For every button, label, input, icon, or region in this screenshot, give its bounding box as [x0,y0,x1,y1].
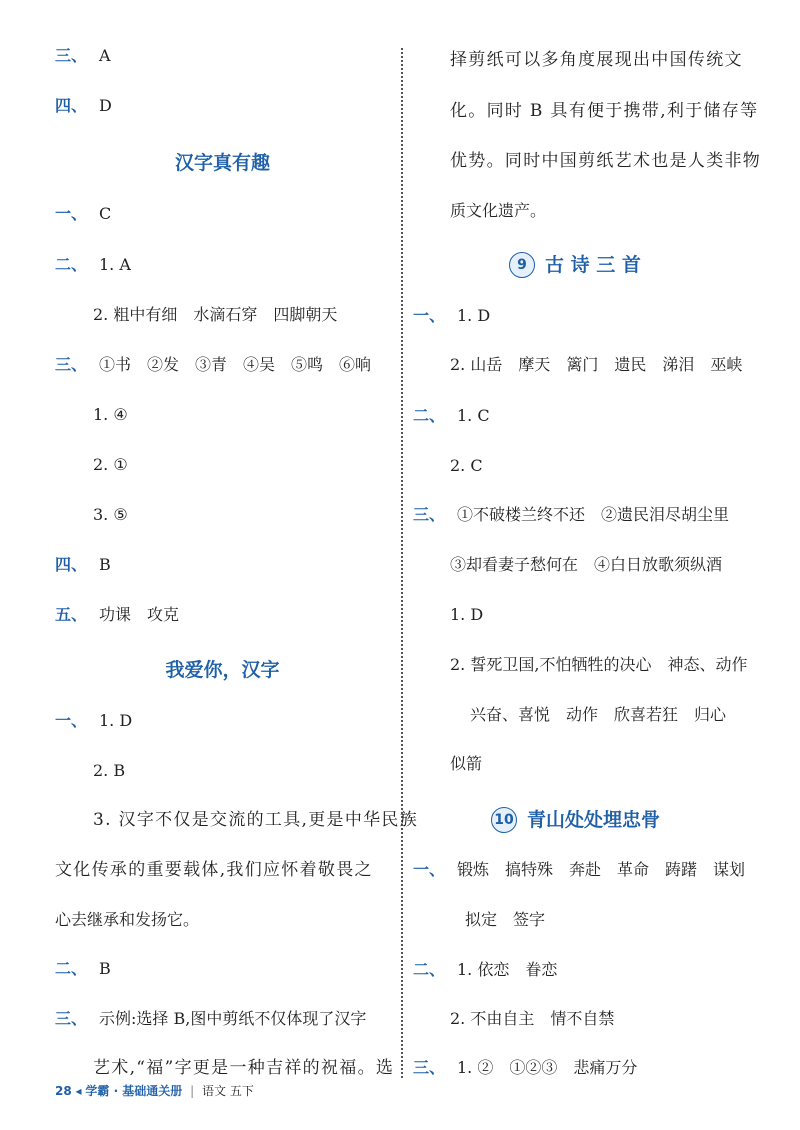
answer-text: 1. C [457,406,490,425]
section-marker: 二、 [413,960,446,979]
section-marker: 二、 [413,406,446,425]
answer-text: B [99,959,111,978]
answer-text: 兴奋、喜悦 动作 欣喜若狂 归心 [470,705,727,724]
section-marker: 二、 [55,959,88,978]
section-marker: 三、 [55,1009,88,1028]
answer-text: 2. 誓死卫国,不怕牺牲的决心 神态、动作 [450,655,748,674]
lesson-heading [509,250,641,278]
answer-text: D [99,96,112,115]
section-marker: 一、 [55,204,88,223]
answer-line [413,1056,637,1080]
answer-text: 拟定 签字 [465,910,546,929]
answer-line [413,304,490,328]
answer-text: 1. D [457,306,491,325]
section-marker: 四、 [55,96,88,115]
answer-text: 功课 攻克 [99,605,180,624]
answer-text: A [99,46,111,65]
answer-line [55,44,111,68]
answer-line [55,709,132,733]
answer-text: 3. ⑤ [93,505,128,524]
answer-text: 示例:选择 B,图中剪纸不仅体现了汉字 [99,1009,367,1028]
lesson-title: 青山处处埋忠骨 [527,809,661,831]
section-marker: 二、 [55,255,88,274]
arrow-left-icon: ◂ [75,1084,82,1098]
section-marker: 三、 [413,505,446,524]
answer-line [55,603,179,627]
answer-text: 择剪纸可以多角度展现出中国传统文 [450,50,743,70]
book-title: 学霸 · 基础通关册 [85,1084,183,1098]
answer-text: 文化传承的重要载体,我们应怀着敬畏之 [55,860,373,880]
answer-text: 3. 汉字不仅是交流的工具,更是中华民族 [93,810,419,830]
answer-text: 艺术,“福”字更是一种吉祥的祝福。选 [93,1058,395,1078]
answer-text: ①不破楼兰终不还 ②遗民泪尽胡尘里 [457,505,730,524]
answer-text: 化。同时 B 具有便于携带,利于储存等 [450,101,759,121]
answer-line [55,1007,366,1031]
answer-text: 心去继承和发扬它。 [55,910,200,929]
answer-text: 1. D [99,711,133,730]
section-marker: 三、 [55,46,88,65]
section-marker: 一、 [55,711,88,730]
answer-line [413,958,557,982]
page-footer [55,1082,254,1099]
answer-line [55,202,111,226]
answer-line [55,94,112,118]
answer-text: 2. C [450,456,483,475]
subject-label: 语文 五下 [202,1084,254,1098]
lesson-number-badge: 10 [491,807,517,833]
right-column [405,0,800,1080]
lesson-number-badge: 9 [509,252,535,278]
section-marker: 五、 [55,605,88,624]
answer-text: B [99,555,111,574]
answer-line [55,353,371,377]
answer-text: 质文化遗产。 [450,201,547,220]
section-marker: 一、 [413,860,446,879]
answer-text: 似箭 [450,754,483,773]
answer-text: C [99,204,112,223]
answer-text: ①书 ②发 ③青 ④吴 ⑤鸣 ⑥响 [99,355,372,374]
answer-line [55,957,111,981]
answer-text: 锻炼 搞特殊 奔赴 革命 踌躇 谋划 [457,860,746,879]
answer-text: 2. 山岳 摩天 篱门 遗民 涕泪 巫峡 [450,355,743,374]
answer-text: 1. ② ①②③ 悲痛万分 [457,1058,638,1077]
answer-line [413,404,490,428]
answer-text: 1. A [99,255,131,274]
column-divider [401,48,403,1078]
page-number: 28 [55,1084,72,1098]
answer-text: 1. D [450,605,484,624]
section-marker: 一、 [413,306,446,325]
answer-text: 2. 不由自主 情不自禁 [450,1009,615,1028]
answer-text: 2. ① [93,455,128,474]
answer-line [413,858,745,882]
answer-text: 2. 粗中有细 水滴石穿 四脚朝天 [93,305,338,324]
answer-line [55,553,111,577]
lesson-heading [491,805,660,833]
answer-line [413,503,729,527]
answer-text: 2. B [93,761,126,780]
answer-text: 1. ④ [93,405,128,424]
section-marker: 四、 [55,555,88,574]
section-marker: 三、 [413,1058,446,1077]
footer-separator: | [190,1084,195,1098]
lesson-title: 古 诗 三 首 [545,254,641,276]
answer-line [55,253,131,277]
section-heading: 汉字真有趣 [174,152,270,174]
answer-text: ③却看妻子愁何在 ④白日放歌须纵酒 [450,555,723,574]
section-heading: 我爱你，汉字 [165,659,280,681]
section-marker: 三、 [55,355,88,374]
answer-text: 优势。同时中国剪纸艺术也是人类非物 [450,151,762,171]
answer-text: 1. 依恋 眷恋 [457,960,558,979]
